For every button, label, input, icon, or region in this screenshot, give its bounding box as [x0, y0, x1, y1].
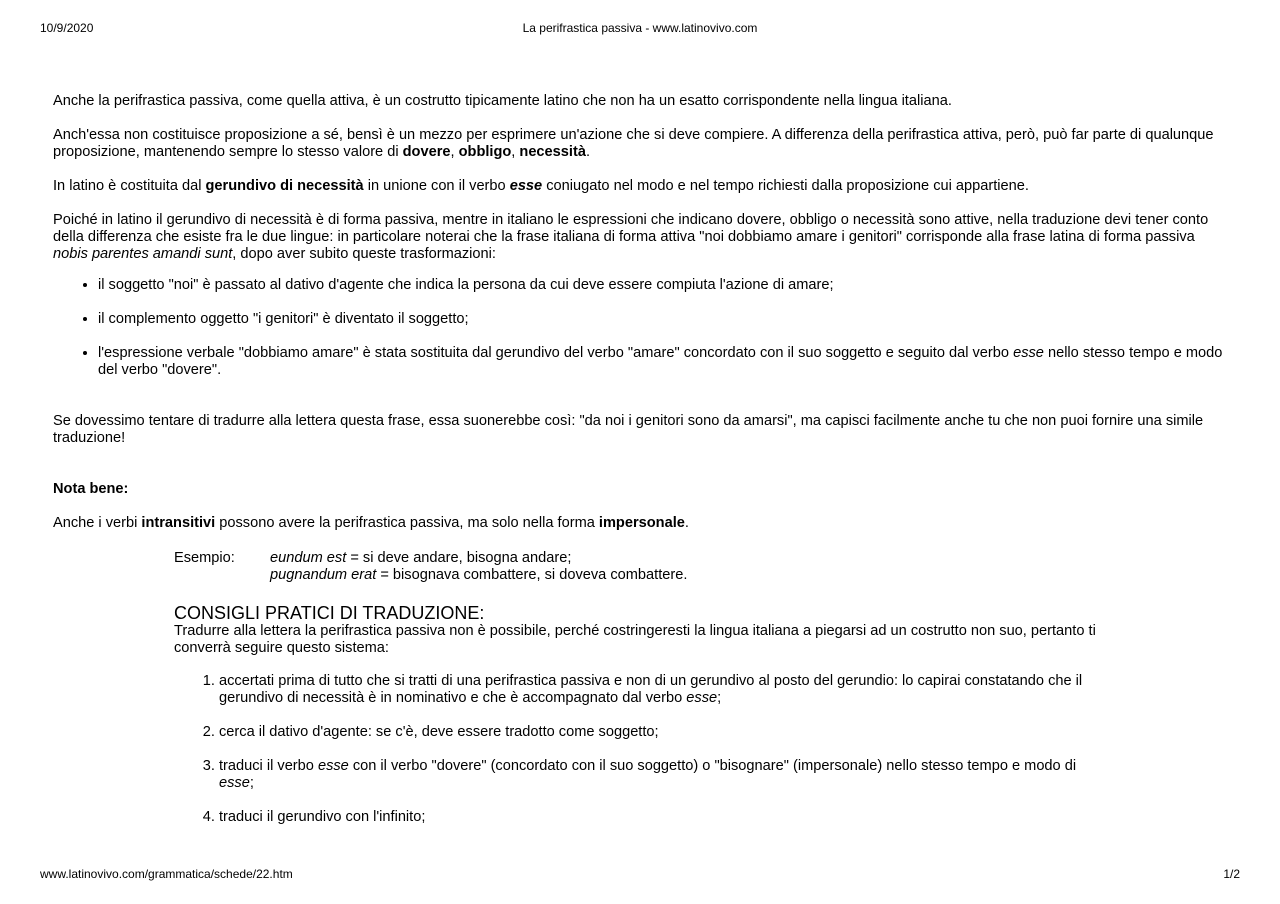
example-2-meaning: = bisognava combattere, si doveva combattere. [376, 567, 688, 583]
italic-esse: esse [317, 758, 349, 774]
bold-dovere: dovere [402, 144, 451, 160]
b3-text-c: nello stesso tempo e modo del verbo "dovere". [98, 345, 1223, 378]
nota-bene-heading: Nota bene: [53, 481, 129, 497]
list-item [98, 345, 1233, 379]
nota-paragraph [53, 515, 1233, 532]
p2-text: Anch'essa non costituisce proposizione a sé, bensì è un mezzo per esprimere un'azione che si deve compiere. A differenza della perifrastica attiva, però, può far parte di qualunque proposizione, mantenendo sempre lo stesso valore di [53, 127, 1214, 160]
bold-gerundivo: gerundivo di necessità [205, 178, 364, 194]
intro-paragraph-2 [53, 127, 1233, 161]
italic-latin-example: nobis parentes amandi sunt [53, 246, 233, 262]
p3-text-e: coniugato nel modo e nel tempo richiesti dalla proposizione cui appartiene. [542, 178, 1029, 194]
italic-esse: esse [509, 178, 543, 194]
step-1-text-c: ; [717, 690, 722, 706]
nota-text-a: Anche i verbi [53, 515, 142, 531]
step-3-text-e: ; [249, 775, 254, 791]
italic-pugnandum-erat: pugnandum erat [270, 567, 377, 583]
bold-obbligo: obbligo [458, 144, 512, 160]
literal-translation-paragraph: Se dovessimo tentare di tradurre alla lettera questa frase, essa suonerebbe così: "da noi i genitori sono da amarsi", ma capisci facilmente anche tu che non puoi fornire una simile traduzione! [53, 413, 1204, 446]
source-url: www.latinovivo.com/grammatica/schede/22.htm [40, 867, 293, 881]
p3-text-c: in unione con il verbo [363, 178, 510, 194]
list-item [219, 758, 1109, 792]
step-3-text-a: traduci il verbo [219, 758, 318, 774]
print-date: 10/9/2020 [40, 21, 94, 35]
list-item: • il soggetto "noi" è passato al dativo d'agente che indica la persona da cui deve essere compiuta l'azione di amare; [98, 277, 1233, 294]
intro-paragraph-1: Anche la perifrastica passiva, come quella attiva, è un costrutto tipicamente latino che non ha un esatto corrispondente nella lingua italiana. [53, 93, 952, 109]
nota-text-c: possono avere la perifrastica passiva, ma solo nella forma [215, 515, 599, 531]
nota-text-e: . [684, 515, 689, 531]
step-3-text-c: con il verbo "dovere" (concordato con il suo soggetto) o "bisognare" (impersonale) nello stesso tempo e modo di [348, 758, 1077, 774]
list-item [219, 673, 1109, 707]
advice-section [174, 603, 1109, 826]
p4-text-a: Poiché in latino il gerundivo di necessità è di forma passiva, mentre in italiano le espressioni che indicano dovere, obbligo o necessità sono attive, nella traduzione devi tener conto della differenza che esiste fra le due lingue: in particolare noterai che la frase italiana di forma attiva "noi dobbiamo amare i genitori" corrisponde alla frase latina di forma passiva [53, 212, 1209, 245]
step-1-text-a: accertati prima di tutto che si tratti di una perifrastica passiva e non di un gerundivo al posto del gerundio: lo capirai constatando che il gerundivo di necessità è in nominativo e che è accompagnato dal verbo [219, 673, 1083, 706]
example-line-1 [270, 550, 687, 567]
p2-separator-2: , [511, 144, 520, 160]
b3-text-a: l'espressione verbale "dobbiamo amare" è stata sostituita dal gerundivo del verbo "amare" concordato con il suo soggetto e seguito dal verbo [98, 345, 1014, 361]
italic-eundum-est: eundum est [270, 550, 347, 566]
bold-intransitivi: intransitivi [141, 515, 216, 531]
bold-necessita: necessità [519, 144, 586, 160]
p2-separator-1: , [450, 144, 459, 160]
p3-text-a: In latino è costituita dal [53, 178, 206, 194]
italic-esse: esse [1013, 345, 1044, 361]
advice-steps-list [174, 673, 1109, 826]
italic-esse: esse [219, 775, 250, 791]
advice-intro: Tradurre alla lettera la perifrastica passiva non è possibile, perché costringeresti la lingua italiana a piegarsi ad un costrutto non suo, pertanto ti converrà seguire questo sistema: [174, 623, 1096, 656]
list-item: 2. cerca il dativo d'agente: se c'è, deve essere tradotto come soggetto; [219, 724, 1109, 741]
page-number: 1/2 [1223, 867, 1240, 881]
article-body [53, 93, 1233, 826]
page-title: La perifrastica passiva - www.latinovivo.com [522, 21, 758, 35]
p4-text-c: , dopo aver subito queste trasformazioni: [232, 246, 496, 262]
example-block [174, 550, 1233, 584]
italic-esse: esse [686, 690, 718, 706]
example-lines [270, 550, 687, 584]
example-label: Esempio: [174, 550, 235, 566]
list-item: • il complemento oggetto "i genitori" è diventato il soggetto; [98, 311, 1233, 328]
list-item: 4. traduci il gerundivo con l'infinito; [219, 809, 1109, 826]
intro-paragraph-3 [53, 178, 1233, 195]
example-1-meaning: = si deve andare, bisogna andare; [346, 550, 572, 566]
bold-impersonale: impersonale [598, 515, 685, 531]
example-line-2 [270, 567, 687, 584]
intro-paragraph-4 [53, 212, 1233, 263]
p2-end: . [585, 144, 590, 160]
advice-heading: CONSIGLI PRATICI DI TRADUZIONE: [174, 603, 485, 623]
transformations-list [53, 277, 1233, 379]
